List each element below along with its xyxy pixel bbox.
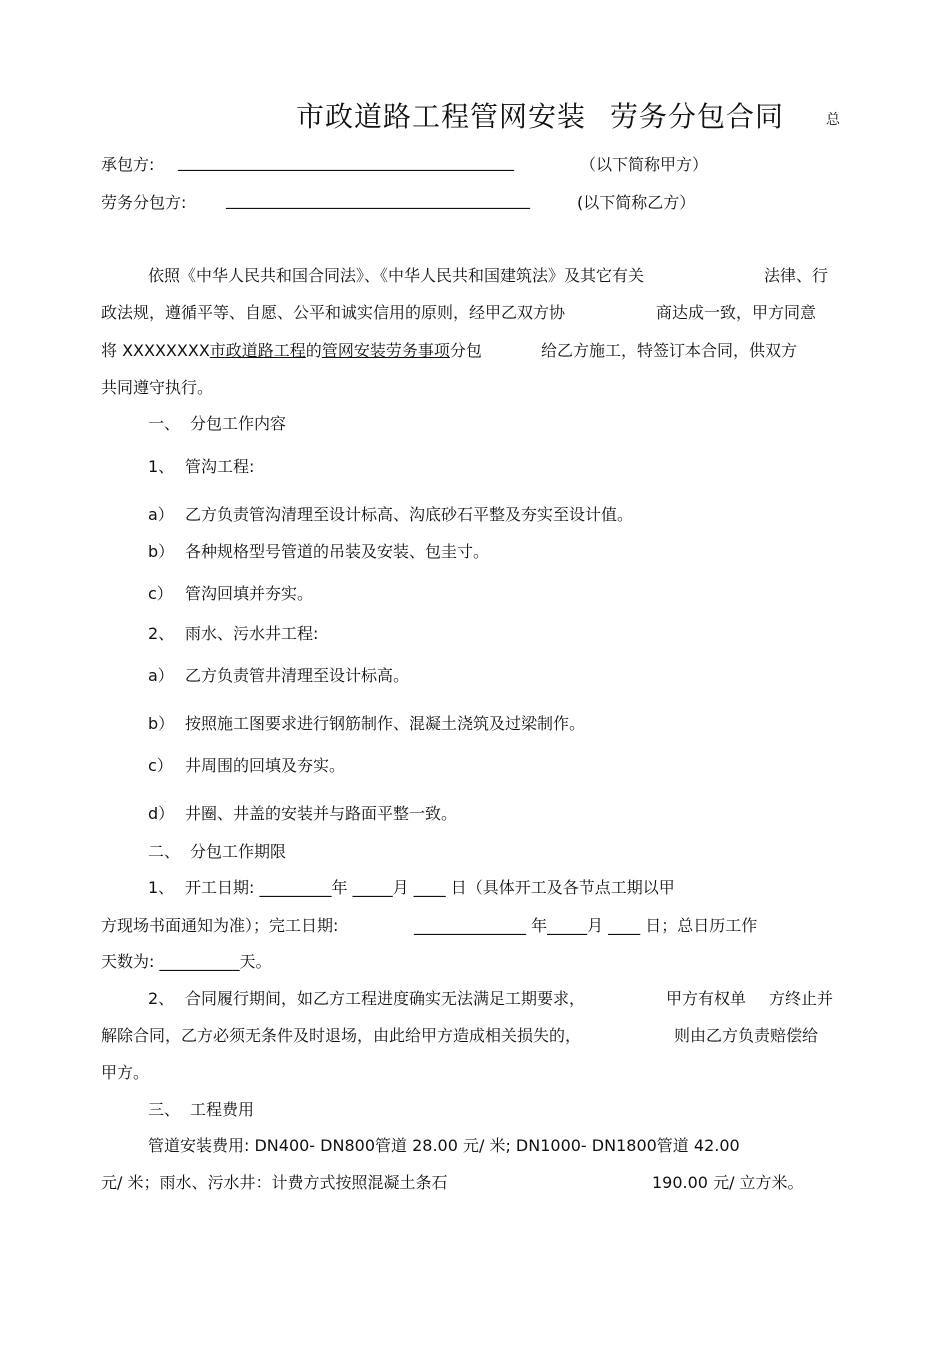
- item-1a-label: a）: [148, 505, 174, 524]
- item-2b-label: b）: [148, 714, 175, 733]
- preamble-line-2b: 商达成一致，甲方同意: [656, 303, 817, 322]
- period-1-line-2b: ______________ 年_____月 ____ 日；总日历工作: [414, 916, 758, 935]
- period-2-number: 2、: [148, 989, 175, 1008]
- section-3-number: 三、: [148, 1100, 181, 1119]
- contractor-label: 承包方:: [101, 155, 155, 174]
- subcontractor-blank: ______________________________________: [226, 190, 530, 209]
- item-2d-text: 井圈、井盖的安装并与路面平整一致。: [185, 804, 458, 823]
- subcontractor-note: (以下简称乙方）: [577, 193, 696, 212]
- preamble-line-3: [101, 341, 482, 361]
- fee-line-2a: 元/ 米；雨水、污水井：计费方式按照混凝土条石: [101, 1173, 448, 1192]
- fee-line-2b: 190.00 元/ 立方米。: [652, 1173, 804, 1192]
- title-part-1: 市政道路工程管网安装: [296, 100, 587, 133]
- item-1a-text: 乙方负责管沟清理至设计标高、沟底砂石平整及夯实至设计值。: [185, 505, 634, 524]
- subcontractor-label: 劳务分包方:: [101, 193, 187, 212]
- item-2d-label: d）: [148, 804, 175, 823]
- item-1-title: 管沟工程:: [185, 457, 255, 476]
- period-2-line-3: 甲方。: [101, 1063, 150, 1082]
- section-2-heading: 分包工作期限: [190, 842, 287, 861]
- preamble-line-1b: 法律、行: [764, 266, 829, 285]
- subcontract-word: 分包: [449, 341, 482, 360]
- period-1-line-2a: 方现场书面通知为准）；完工日期:: [101, 916, 339, 935]
- item-2c-label: c）: [148, 756, 173, 775]
- preamble-line-4: 共同遵守执行。: [101, 378, 214, 397]
- item-1b-label: b）: [148, 542, 175, 561]
- period-2-line-1a: 合同履行期间，如乙方工程进度确实无法满足工期要求，: [185, 989, 586, 1008]
- section-2-number: 二、: [148, 842, 181, 861]
- preamble-line-2a: 政法规，遵循平等、自愿、公平和诚实信用的原则，经甲乙双方协: [101, 303, 566, 322]
- period-1-number: 1、: [148, 878, 175, 897]
- period-2-line-2b: 则由乙方负责赔偿给: [674, 1026, 819, 1045]
- work-scope: 管网安装劳务事项: [321, 341, 450, 360]
- connector-text: 的: [305, 341, 322, 360]
- item-1c-text: 管沟回填并夯实。: [185, 584, 314, 603]
- section-1-heading: 分包工作内容: [190, 414, 287, 433]
- item-1-number: 1、: [148, 457, 175, 476]
- item-2-number: 2、: [148, 624, 175, 643]
- title-suffix: 总: [826, 112, 840, 128]
- contract-title: [296, 100, 784, 134]
- preamble-line-1a: 依照《中华人民共和国合同法》、《中华人民共和国建筑法》及其它有关: [148, 266, 645, 285]
- project-type: 市政道路工程: [209, 341, 306, 360]
- title-part-2: 劳务分包合同: [610, 100, 785, 133]
- item-2c-text: 井周围的回填及夯实。: [185, 756, 346, 775]
- item-2a-label: a）: [148, 666, 174, 685]
- section-3-heading: 工程费用: [190, 1100, 255, 1119]
- period-1-line-3: 天数为: __________天。: [101, 952, 272, 971]
- item-1c-label: c）: [148, 584, 173, 603]
- preamble-line-3f: 给乙方施工，特签订本合同，供双方: [541, 341, 798, 360]
- section-1-number: 一、: [148, 414, 181, 433]
- project-name-placeholder: 将 XXXXXXXX: [101, 341, 210, 360]
- item-2b-text: 按照施工图要求进行钢筋制作、混凝土浇筑及过梁制作。: [185, 714, 586, 733]
- item-1b-text: 各种规格型号管道的吊装及安装、包圭寸。: [185, 542, 490, 561]
- period-2-line-1c: 方终止并: [769, 989, 834, 1008]
- period-2-line-2a: 解除合同，乙方必须无条件及时退场，由此给甲方造成相关损失的，: [101, 1026, 582, 1045]
- item-2-title: 雨水、污水井工程:: [185, 624, 319, 643]
- contractor-note: （以下简称甲方）: [580, 155, 709, 174]
- contractor-blank: __________________________________________: [178, 152, 514, 171]
- period-1-line-1: 开工日期: _________年 _____月 ____ 日（具体开工及各节点工期以甲: [185, 878, 675, 897]
- period-2-line-1b: 甲方有权单: [666, 989, 747, 1008]
- item-2a-text: 乙方负责管井清理至设计标高。: [185, 666, 410, 685]
- fee-line-1: 管道安装费用: DN400- DN800管道 28.00 元/ 米; DN1000- DN1800管道 42.00: [148, 1136, 740, 1155]
